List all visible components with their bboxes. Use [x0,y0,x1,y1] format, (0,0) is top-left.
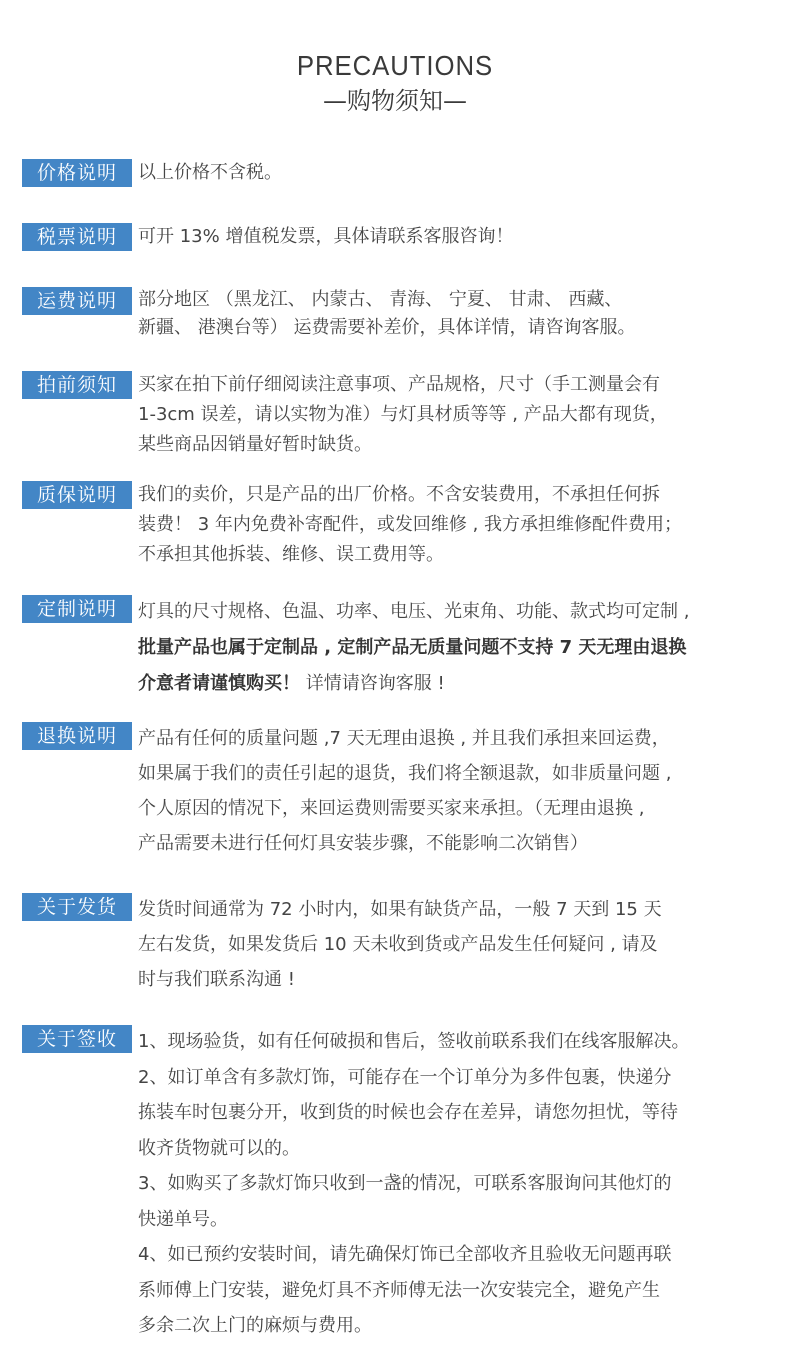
section-text: 系师傅上门安装，避免灯具不齐师傅无法一次安装完全，避免产生 [138,1279,660,1301]
section-text: 3、如购买了多款灯饰只收到一盏的情况，可联系客服询问其他灯的 [138,1173,672,1194]
section-text: 4、如已预约安装时间，请先确保灯饰已全部收齐且验收无问题再联 [138,1244,672,1265]
page-title-en: PRECAUTIONS [296,50,494,81]
section-body [138,1024,788,1344]
section-body [138,480,788,570]
section-tag: 拍前须知 [22,371,132,399]
page-title-cn: —购物须知— [323,87,467,115]
section-tag: 价格说明 [22,159,132,187]
section-text: 新疆、 港澳台等） 运费需要补差价，具体详情，请咨询客服。 [138,317,636,338]
section-text: 收齐货物就可以的。 [138,1137,300,1159]
section-text-bold: 介意者请谨慎购买！ [138,673,300,694]
section-tag: 运费说明 [22,287,132,315]
section-body [138,286,788,342]
section-text: 产品有任何的质量问题 ,7 天无理由退换 , 并且我们承担来回运费， [138,728,670,749]
section-text: 1-3cm 误差，请以实物为准）与灯具材质等等 , 产品大都有现货， [138,404,668,425]
page-header [0,50,790,118]
section-body [138,158,788,188]
section-tag: 税票说明 [22,223,132,251]
section-text: 部分地区 （黑龙江、 内蒙古、 青海、 宁夏、 甘肃、 西藏、 [138,289,623,310]
section-text-bold: 批量产品也属于定制品 , 定制产品无质量问题不支持 7 天无理由退换 [138,637,687,658]
section-text: 我们的卖价，只是产品的出厂价格。不含安装费用，不承担任何拆 [138,484,660,505]
section-text: 灯具的尺寸规格、色温、功率、电压、光束角、功能、款式均可定制 , [138,601,690,622]
section-body [138,370,788,460]
section-text: 如果属于我们的责任引起的退货，我们将全额退款，如非质量问题 , [138,763,672,784]
section-text: 以上价格不含税。 [138,162,282,183]
section-text: 快递单号。 [138,1208,228,1230]
section-body [138,721,788,861]
section-text: 不承担其他拆装、维修、误工费用等。 [138,544,444,565]
section-text: 买家在拍下前仔细阅读注意事项、产品规格，尺寸（手工测量会有 [138,374,660,395]
section-text: 多余二次上门的麻烦与费用。 [138,1315,372,1336]
section-tag: 质保说明 [22,481,132,509]
section-text: 左右发货，如果发货后 10 天未收到货或产品发生任何疑问 , 请及 [138,934,658,955]
section-text: 个人原因的情况下，来回运费则需要买家来承担。（无理由退换 , [138,798,645,819]
section-text: 1、现场验货，如有任何破损和售后，签收前联系我们在线客服解决。 [138,1031,690,1052]
section-text: 产品需要未进行任何灯具安装步骤，不能影响二次销售） [138,833,588,854]
section-tag: 关于签收 [22,1025,132,1053]
section-text: 某些商品因销量好暂时缺货。 [138,434,372,455]
section-text: 可开 13% 增值税发票，具体请联系客服咨询！ [138,226,514,247]
section-tag: 退换说明 [22,722,132,750]
section-text: 时与我们联系沟通 ! [138,969,295,990]
section-tag: 定制说明 [22,595,132,623]
section-text: 装费！ 3 年内免费补寄配件，或发回维修 , 我方承担维修配件费用； [138,514,683,535]
section-tag: 关于发货 [22,893,132,921]
section-text: 发货时间通常为 72 小时内，如果有缺货产品，一般 7 天到 15 天 [138,899,662,920]
section-text: 2、如订单含有多款灯饰，可能存在一个订单分为多件包裹，快递分 [138,1066,672,1088]
section-text: 详情请咨询客服 ! [305,673,445,694]
section-body [138,892,788,997]
section-body [138,594,788,702]
section-body [138,222,788,252]
section-text: 拣装车时包裹分开，收到货的时候也会存在差异，请您勿担忧，等待 [138,1102,678,1123]
